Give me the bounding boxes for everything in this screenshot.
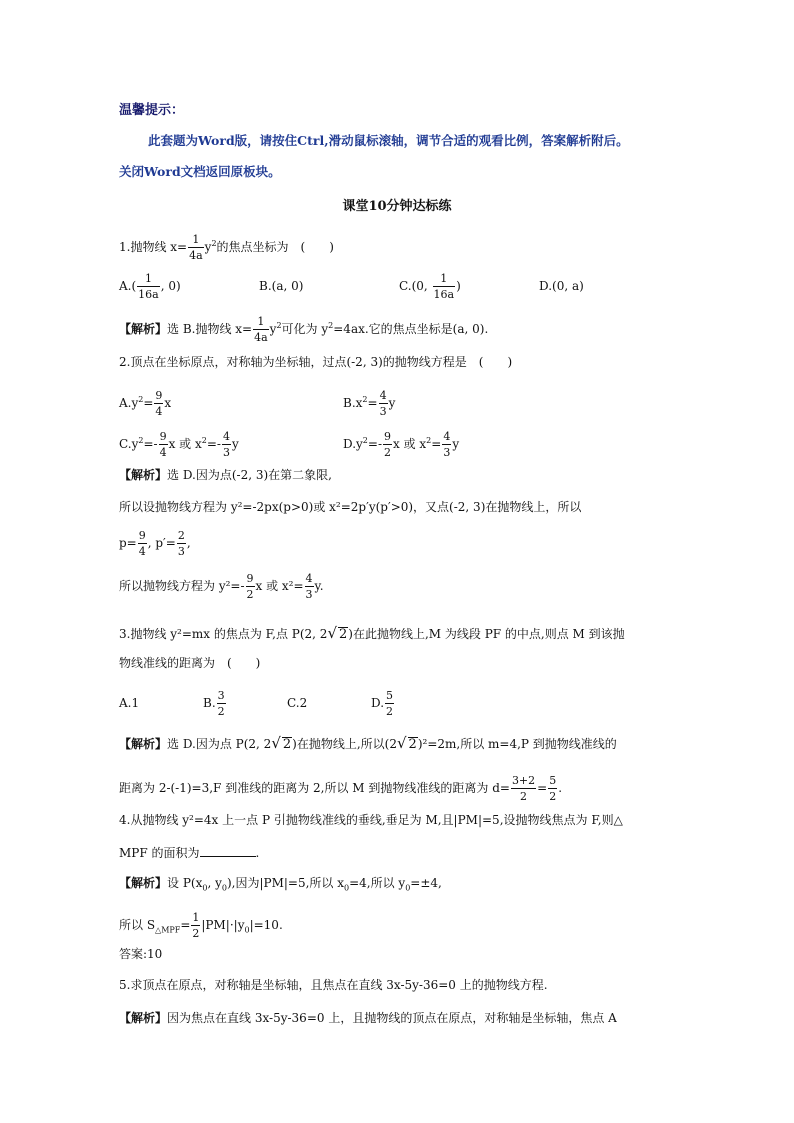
q3-analysis-line-2: 距离为 2-(-1)=3,F 到准线的距离为 2,所以 M 到抛物线准线的距离为 d= $\frac{3+2}{2}$ = $\frac{5}{2}$ . [119,774,563,803]
q5-stem: 5.求顶点在原点，对称轴是坐标轴，且焦点在直线 3x-5y-36=0 上的抛物线方程. [119,978,548,992]
q1-analysis: 【解析】选 B.抛物线 x= $\frac{1}{4a}$ $y^2$可化为 $y^2=4ax$.它的焦点坐标是(a, 0). [119,315,489,344]
q2-analysis-line-4: 所以抛物线方程为 y²=- $\frac{9}{2}$ x 或 x²= $\frac{4}{3}$ y. [119,572,324,601]
q3-options [119,690,682,717]
q4-answer: 答案:10 [119,947,163,961]
q2-analysis-line-2: 所以设抛物线方程为 y²=-2px(p>0)或 x²=2p′y(p′>0)，又点(-2, 3)在抛物线上，所以 [119,500,582,514]
q2-analysis-line-1: 【解析】选 D.因为点(-2, 3)在第二象限, [119,468,332,482]
q3-option-d: D. $\frac{5}{2}$ [371,689,394,718]
q2-stem: 2.顶点在坐标原点，对称轴为坐标轴，过点(-2, 3)的抛物线方程是 ( ) [119,355,513,369]
q2-option-b: $B.x^2=$ $\frac{4}{3}$ y [343,389,396,418]
q3-analysis-line-1: 【解析】选 D.因为点 P(2, 2√ 2)在抛物线上,所以(2√ 2)²=2m,所以 m=4,P 到抛物线准线的 [119,734,617,752]
q3-option-b: B. $\frac{3}{2}$ [203,689,225,718]
q2-option-a: $A.y^2=$ $\frac{9}{4}$ x [119,389,172,418]
q2-option-d: $D.y^2=-$ $\frac{9}{2}$ x 或 $x^2=$ $\frac{4}{3}$ y [343,430,460,459]
page-title: 课堂10分钟达标练 [342,199,452,214]
q1-option-d: D.(0, a) [539,279,584,293]
tip-title: 温馨提示： [119,103,185,118]
q4-analysis-line-2: 所以 $S_{\triangle MPF}=$ $\frac{1}{2}$ $|PM|\cdot|y_0|=10$. [119,911,283,940]
q2-options-row1 [119,390,682,417]
q1-option-c: C.(0, $\frac{1}{16a}$ ) [399,272,461,301]
q1-option-b: B.(a, 0) [259,279,304,293]
q2-option-c: $C.y^2=-$ $\frac{9}{4}$ x 或 $x^2=-$ $\frac{4}{3}$ y [119,430,239,459]
q3-option-a: A.1 [119,696,140,710]
tip-line-1: 此套题为Word版，请按住Ctrl,滑动鼠标滚轴，调节合适的观看比例，答案解析附后。 [148,133,629,148]
q4-stem-line-1: 4.从抛物线 y²=4x 上一点 P 引抛物线准线的垂线,垂足为 M,且|PM|=5,设抛物线焦点为 F,则△ [119,813,623,827]
q1-options [119,273,682,300]
q1-option-a: A.( $\frac{1}{16a}$ , 0) [119,272,181,301]
q2-analysis-line-3: p= $\frac{9}{4}$ , p′= $\frac{2}{3}$ , [119,529,191,558]
q1-stem: 1.抛物线 x= $\frac{1}{4a}$ $y^2$的焦点坐标为 ( ) [119,233,334,262]
q4-stem-line-2: MPF 的面积为 . [119,846,260,860]
q3-stem-line-2: 物线准线的距离为 ( ) [119,656,261,670]
answer-blank [200,846,256,857]
tip-line-2: 关闭Word文档返回原板块。 [119,164,281,179]
q3-option-c: C.2 [287,696,308,710]
q2-options-row2 [119,431,682,458]
q5-analysis: 【解析】因为焦点在直线 3x-5y-36=0 上，且抛物线的顶点在原点，对称轴是坐标轴，焦点 A [119,1011,617,1025]
q3-stem-line-1: 3.抛物线 y²=mx 的焦点为 F,点 P(2, 2√ 2)在此抛物线上,M 为线段 PF 的中点,则点 M 到该抛 [119,624,625,642]
q4-analysis-line-1: 【解析】设 $P(x_0$, $y_0$),因为|PM|=5,所以 $x_0=4$,所以 $y_0=\pm 4$, [119,876,442,893]
